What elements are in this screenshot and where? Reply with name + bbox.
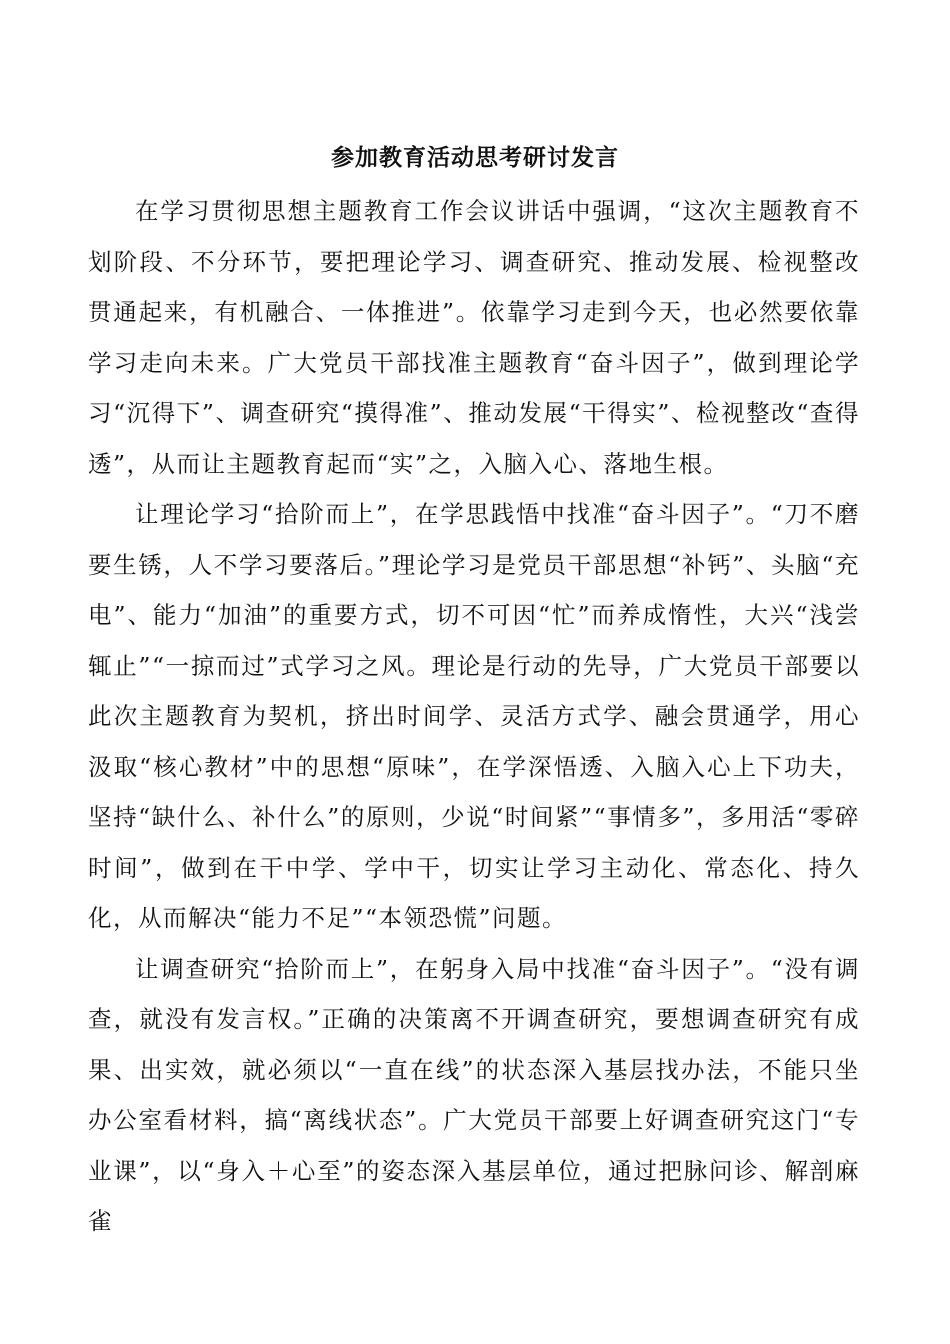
document-body [88,186,860,1247]
paragraph: 让理论学习“拾阶而上”，在学思践悟中找准“奋斗因子”。“刀不磨要生锈，人不学习要落后。”理论学习是党员干部思想“补钙”、头脑“充电”、能力“加油”的重要方式，切不可因“忙”而养成惰性，大兴“浅尝辄止”“一掠而过”式学习之风。理论是行动的先导，广大党员干部要以此次主题教育为契机，挤出时间学、灵活方式学、融会贯通学，用心汲取“核心教材”中的思想“原味”，在学深悟透、入脑入心上下功夫，坚持“缺什么、补什么”的原则，少说“时间紧”“事情多”，多用活“零碎时间”，做到在干中学、学中干，切实让学习主动化、常态化、持久化，从而解决“能力不足”“本领恐慌”问题。 [88,500,860,932]
paragraph: 让调查研究“拾阶而上”，在躬身入局中找准“奋斗因子”。“没有调查，就没有发言权。”正确的决策离不开调查研究，要想调查研究有成果、出实效，就必须以“一直在线”的状态深入基层找办法，不能只坐办公室看材料，搞“离线状态”。广大党员干部要上好调查研究这门“专业课”，以“身入＋心至”的姿态深入基层单位，通过把脉问诊、解剖麻雀 [88,954,860,1235]
paragraph: 在学习贯彻思想主题教育工作会议讲话中强调，“这次主题教育不划阶段、不分环节，要把理论学习、调查研究、推动发展、检视整改贯通起来，有机融合、一体推进”。依靠学习走到今天，也必然要依靠学习走向未来。广大党员干部找准主题教育“奋斗因子”，做到理论学习“沉得下”、调查研究“摸得准”、推动发展“干得实”、检视整改“查得透”，从而让主题教育起而“实”之，入脑入心、落地生根。 [88,197,860,478]
document-title: 参加教育活动思考研讨发言 [331,144,619,171]
